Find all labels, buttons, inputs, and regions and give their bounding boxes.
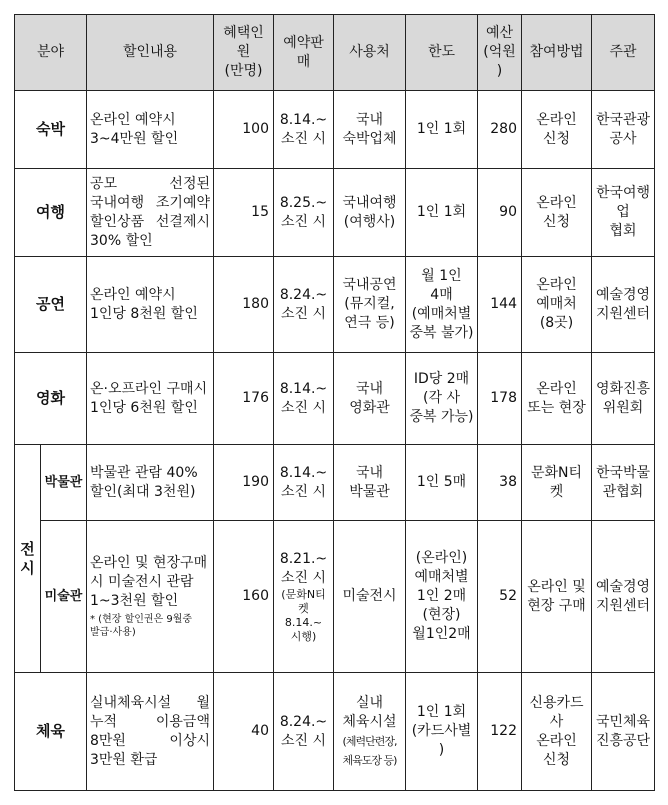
discount-cell: 온라인 및 현장구매 시 미술전시 관람 1~3천원 할인 bbox=[90, 555, 208, 609]
header-booking: 예약판매 bbox=[274, 15, 334, 91]
header-host: 주관 bbox=[592, 15, 655, 91]
beneficiaries-cell: 40 bbox=[214, 673, 274, 791]
booking-cell: 8.21.~ 소진 시 bbox=[279, 550, 328, 586]
table-row bbox=[15, 257, 655, 353]
limit-cell: 1인 5매 bbox=[406, 445, 478, 521]
venue-cell: 국내 박물관 bbox=[334, 445, 406, 521]
host-cell: 영화진흥 위원회 bbox=[592, 353, 655, 445]
header-budget: 예산 (억원) bbox=[478, 15, 522, 91]
budget-cell: 52 bbox=[478, 521, 522, 673]
limit-cell: 1인 1회 (카드사별) bbox=[406, 673, 478, 791]
field-cell: 여행 bbox=[15, 169, 87, 257]
discount-table bbox=[14, 14, 655, 791]
discount-cell: 공모 선정된 국내여행 조기예약 할인상품 선결제시 30% 할인 bbox=[87, 169, 214, 257]
budget-cell: 122 bbox=[478, 673, 522, 791]
beneficiaries-cell: 180 bbox=[214, 257, 274, 353]
field-cell: 체육 bbox=[15, 673, 87, 791]
header-beneficiaries: 혜택인원 (만명) bbox=[214, 15, 274, 91]
field-cell: 공연 bbox=[15, 257, 87, 353]
table-row bbox=[15, 91, 655, 169]
discount-cell: 온라인 예약시 3~4만원 할인 bbox=[87, 91, 214, 169]
venue-note: (체력단련장, 체육도장 등) bbox=[342, 734, 397, 767]
header-venue: 사용처 bbox=[334, 15, 406, 91]
booking-cell: 8.24.~ 소진 시 bbox=[274, 257, 334, 353]
header-row bbox=[15, 15, 655, 91]
beneficiaries-cell: 176 bbox=[214, 353, 274, 445]
discount-cell: 온·오프라인 구매시 1인당 6천원 할인 bbox=[87, 353, 214, 445]
method-cell: 온라인 예매처 (8곳) bbox=[522, 257, 592, 353]
host-cell: 예술경영 지원센터 bbox=[592, 521, 655, 673]
field-cell: 영화 bbox=[15, 353, 87, 445]
header-limit: 한도 bbox=[406, 15, 478, 91]
budget-cell: 178 bbox=[478, 353, 522, 445]
venue-cell: 실내 체육시설 bbox=[342, 694, 397, 730]
budget-cell: 38 bbox=[478, 445, 522, 521]
discount-cell: 실내체육시설 월 누적 이용금액 8만원 이상시 3만원 환급 bbox=[87, 673, 214, 791]
field-cell: 숙박 bbox=[15, 91, 87, 169]
venue-cell: 미술전시 bbox=[334, 521, 406, 673]
limit-cell: 월 1인 4매 (예매처별 중복 불가) bbox=[406, 257, 478, 353]
beneficiaries-cell: 190 bbox=[214, 445, 274, 521]
discount-note: * (현장 할인권은 9월중 발급·사용) bbox=[90, 614, 193, 638]
booking-cell: 8.24.~ 소진 시 bbox=[274, 673, 334, 791]
venue-cell: 국내 숙박업체 bbox=[334, 91, 406, 169]
table-row bbox=[15, 445, 655, 521]
limit-cell: ID당 2매 (각 사 중복 가능) bbox=[406, 353, 478, 445]
host-cell: 국민체육 진흥공단 bbox=[592, 673, 655, 791]
booking-note: (문화N티켓 8.14.~ 시행) bbox=[281, 587, 326, 643]
table-row bbox=[15, 353, 655, 445]
method-cell: 온라인 및 현장 구매 bbox=[522, 521, 592, 673]
host-cell: 예술경영 지원센터 bbox=[592, 257, 655, 353]
booking-cell: 8.25.~ 소진 시 bbox=[274, 169, 334, 257]
discount-cell: 온라인 예약시 1인당 8천원 할인 bbox=[87, 257, 214, 353]
booking-cell: 8.14.~ 소진 시 bbox=[274, 353, 334, 445]
field-cell: 미술관 bbox=[41, 521, 87, 673]
beneficiaries-cell: 100 bbox=[214, 91, 274, 169]
header-discount: 할인내용 bbox=[87, 15, 214, 91]
method-cell: 온라인 신청 bbox=[522, 91, 592, 169]
table-row bbox=[15, 673, 655, 791]
host-cell: 한국관광 공사 bbox=[592, 91, 655, 169]
beneficiaries-cell: 160 bbox=[214, 521, 274, 673]
budget-cell: 90 bbox=[478, 169, 522, 257]
group-cell-exhibition: 전시 bbox=[15, 445, 41, 673]
host-cell: 한국박물 관협회 bbox=[592, 445, 655, 521]
budget-cell: 280 bbox=[478, 91, 522, 169]
host-cell: 한국여행업 협회 bbox=[592, 169, 655, 257]
method-cell: 문화N티켓 bbox=[522, 445, 592, 521]
booking-cell-wrap bbox=[274, 521, 334, 673]
field-cell: 박물관 bbox=[41, 445, 87, 521]
method-cell: 온라인 또는 현장 bbox=[522, 353, 592, 445]
venue-cell-wrap bbox=[334, 673, 406, 791]
venue-cell: 국내 영화관 bbox=[334, 353, 406, 445]
limit-cell: 1인 1회 bbox=[406, 91, 478, 169]
venue-cell: 국내여행 (여행사) bbox=[334, 169, 406, 257]
limit-cell: (온라인) 예매처별 1인 2매 (현장) 월1인2매 bbox=[406, 521, 478, 673]
discount-cell: 박물관 관람 40% 할인(최대 3천원) bbox=[87, 445, 214, 521]
limit-cell: 1인 1회 bbox=[406, 169, 478, 257]
method-cell: 신용카드사 온라인 신청 bbox=[522, 673, 592, 791]
header-field: 분야 bbox=[15, 15, 87, 91]
beneficiaries-cell: 15 bbox=[214, 169, 274, 257]
booking-cell: 8.14.~ 소진 시 bbox=[274, 445, 334, 521]
header-method: 참여방법 bbox=[522, 15, 592, 91]
venue-cell: 국내공연 (뮤지컬, 연극 등) bbox=[334, 257, 406, 353]
table-row bbox=[15, 521, 655, 673]
budget-cell: 144 bbox=[478, 257, 522, 353]
discount-cell-wrap bbox=[87, 521, 214, 673]
table-row bbox=[15, 169, 655, 257]
booking-cell: 8.14.~ 소진 시 bbox=[274, 91, 334, 169]
method-cell: 온라인 신청 bbox=[522, 169, 592, 257]
